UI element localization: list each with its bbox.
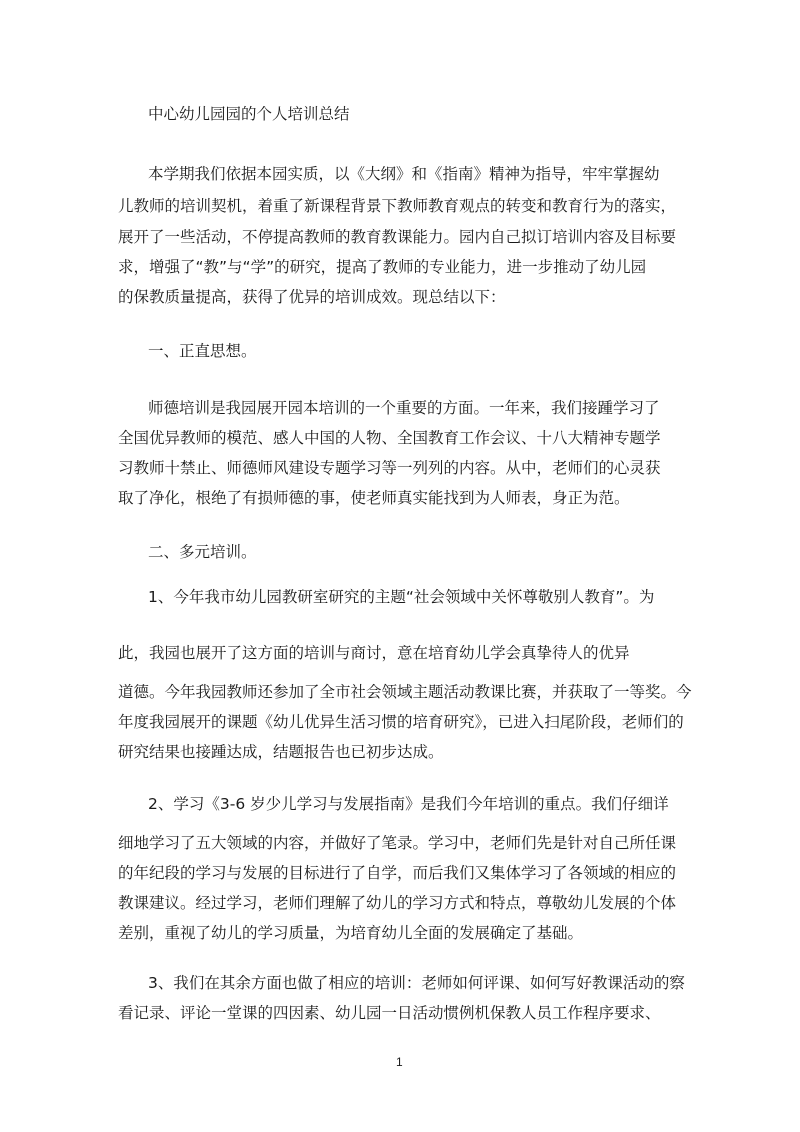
text-line: 此，我园也展开了这方面的培训与商讨，意在培育幼儿学会真挚待人的优异: [118, 644, 630, 662]
text-line: 展开了一些活动，不停提高教师的教育教课能力。园内自己拟订培训内容及目标要: [118, 228, 677, 246]
text-line: 习教师十禁止、师德师风建设专题学习等一列列的内容。从中，老师们的心灵获: [118, 459, 661, 477]
text-line: 儿教师的培训契机，着重了新课程背景下教师教育观点的转变和教育行为的落实，: [118, 197, 677, 215]
text-line: 的保教质量提高，获得了优异的培训成效。现总结以下：: [118, 288, 506, 306]
text-line: 研究结果也接踵达成，结题报告也已初步达成。: [118, 743, 444, 761]
section-heading-1: 一、正直思想。: [148, 342, 257, 360]
document-title: 中心幼儿园园的个人培训总结: [148, 105, 350, 123]
text-line: 年度我园展开的课题《幼儿优异生活习惯的培育研究》，已进入扫尾阶段，老师们的: [118, 713, 684, 731]
text-line: 取了净化，根绝了有损师德的事，使老师真实能找到为人师表，身正为范。: [118, 489, 630, 507]
text-line: 细地学习了五大领域的内容，并做好了笔录。学习中，老师们先是针对自己所任课: [118, 834, 677, 852]
text-line: 差别，重视了幼儿的学习质量，为培育幼儿全面的发展确定了基础。: [118, 924, 584, 942]
text-line: 求，增强了“教”与“学”的研究，提高了教师的专业能力，进一步推动了幼儿园: [118, 258, 647, 276]
text-line: 1、今年我市幼儿园教研室研究的主题“社会领域中关怀尊敬别人教育”。为: [148, 588, 655, 606]
text-line: 本学期我们依据本园实质，以《大纲》和《指南》精神为指导，牢牢掌握幼: [148, 165, 660, 183]
text-line: 教课建议。经过学习，老师们理解了幼儿的学习方式和特点，尊敬幼儿发展的个体: [118, 894, 677, 912]
text-line: 的年纪段的学习与发展的目标进行了自学，而后我们又集体学习了各领域的相应的: [118, 864, 677, 882]
text-line: 道德。今年我园教师还参加了全市社会领域主题活动教课比赛，并获取了一等奖。今: [118, 683, 692, 701]
text-line: 全国优异教师的模范、感人中国的人物、全国教育工作会议、十八大精神专题学: [118, 429, 661, 447]
text-line: 师德培训是我园展开园本培训的一个重要的方面。一年来，我们接踵学习了: [148, 399, 660, 417]
text-line: 2、学习《3-6 岁少儿学习与发展指南》是我们今年培训的重点。我们仔细详: [148, 795, 669, 813]
section-heading-2: 二、多元培训。: [148, 543, 257, 561]
page-number: 1: [396, 1055, 403, 1069]
text-line: 看记录、评论一堂课的四因素、幼儿园一日活动惯例机保教人员工作程序要求、: [118, 1004, 661, 1022]
text-line: 3、我们在其余方面也做了相应的培训：老师如何评课、如何写好教课活动的察: [148, 974, 685, 992]
